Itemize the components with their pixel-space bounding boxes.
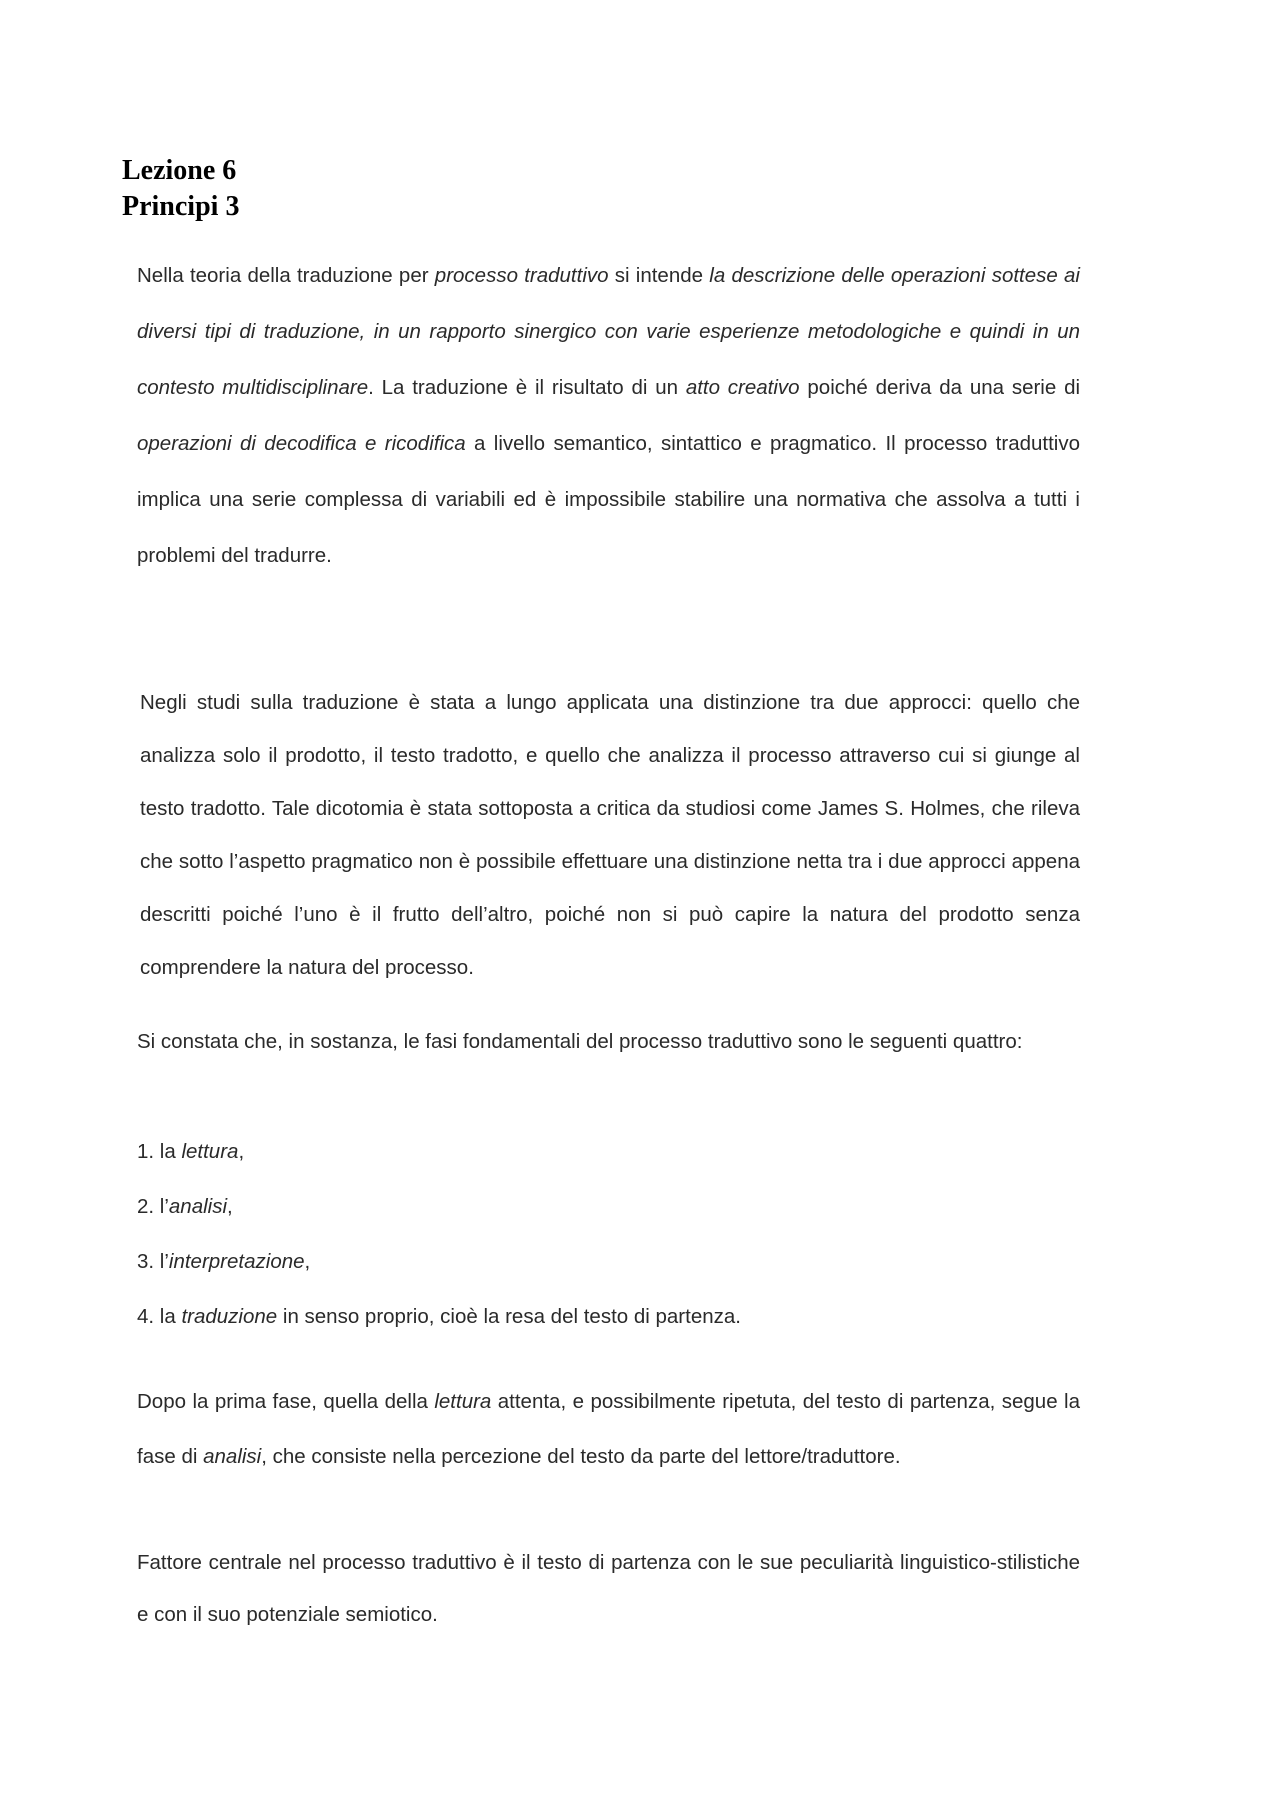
list-item xyxy=(137,1247,310,1277)
lesson-subtitle: Principi 3 xyxy=(122,191,240,222)
italic-run: analisi xyxy=(203,1445,262,1468)
text-run: . La traduzione è il risultato di un xyxy=(368,376,686,399)
list-prefix: 2. l’ xyxy=(137,1195,169,1218)
text-run: poiché deriva da una serie di xyxy=(799,376,1081,399)
paragraph-testo-di-partenza: Fattore centrale nel processo traduttivo è il testo di partenza con le sue peculiarità linguistico-stilistiche e con il suo potenziale semiotico. xyxy=(137,1551,1080,1626)
text-run: a livello semantico, sintattico e pragmatico. Il processo traduttivo implica una serie complessa di variabili ed è impossibile stabilire una normativa che assolva a tutti i problemi del tradurre. xyxy=(137,432,1080,567)
list-prefix: 3. l’ xyxy=(137,1250,169,1273)
list-suffix: in senso proprio, cioè la resa del testo di partenza. xyxy=(277,1305,741,1328)
text-run: Nella teoria della traduzione per xyxy=(137,264,435,287)
paragraph-fasi: Si constata che, in sostanza, le fasi fondamentali del processo traduttivo sono le seguenti quattro: xyxy=(137,1030,1023,1053)
list-item xyxy=(137,1302,741,1332)
list-suffix: , xyxy=(304,1250,311,1273)
list-italic: analisi xyxy=(168,1195,228,1218)
list-item xyxy=(137,1137,244,1167)
paragraph-analisi xyxy=(137,1374,1080,1484)
list-italic: interpretazione xyxy=(168,1250,305,1273)
italic-run: processo traduttivo xyxy=(434,264,609,287)
italic-run: atto creativo xyxy=(685,376,800,399)
text-run: , che consiste nella percezione del testo da parte del lettore/traduttore. xyxy=(261,1445,901,1468)
italic-run: operazioni di decodifica e ricodifica xyxy=(137,432,466,455)
list-suffix: , xyxy=(238,1140,245,1163)
paragraph-dicotomia: Negli studi sulla traduzione è stata a lungo applicata una distinzione tra due approcci: quello che analizza solo il prodotto, il testo tradotto, e quello che analizza il processo attraverso cui si giunge al testo tradotto. Tale dicotomia è stata sottoposta a critica da studiosi come James S. Holmes, che rileva che sotto l’aspetto pragmatico non è possibile effettuare una distinzione netta tra i due approcci appena descritti poiché l’uno è il frutto dell’altro, poiché non si può capire la natura del prodotto senza comprendere la natura del processo. xyxy=(140,691,1080,979)
list-item xyxy=(137,1192,233,1222)
list-italic: traduzione xyxy=(181,1305,278,1328)
italic-run: la descrizione delle operazioni sottese ai diversi tipi di traduzione, in un rapporto sinergico con varie esperienze metodologiche e quindi in un contesto multidisciplinare xyxy=(137,264,1080,399)
lesson-title: Lezione 6 xyxy=(122,155,237,186)
list-suffix: , xyxy=(227,1195,233,1218)
text-run: attenta, e possibilmente ripetuta, del testo di partenza, segue la fase di xyxy=(137,1390,1080,1468)
italic-run: lettura xyxy=(434,1390,492,1413)
text-run: si intende xyxy=(608,264,710,287)
text-run: Dopo la prima fase, quella della xyxy=(137,1390,435,1413)
list-prefix: 4. la xyxy=(137,1305,182,1328)
list-prefix: 1. la xyxy=(137,1140,182,1163)
list-italic: lettura xyxy=(181,1140,239,1163)
paragraph-processo-traduttivo xyxy=(137,248,1080,584)
